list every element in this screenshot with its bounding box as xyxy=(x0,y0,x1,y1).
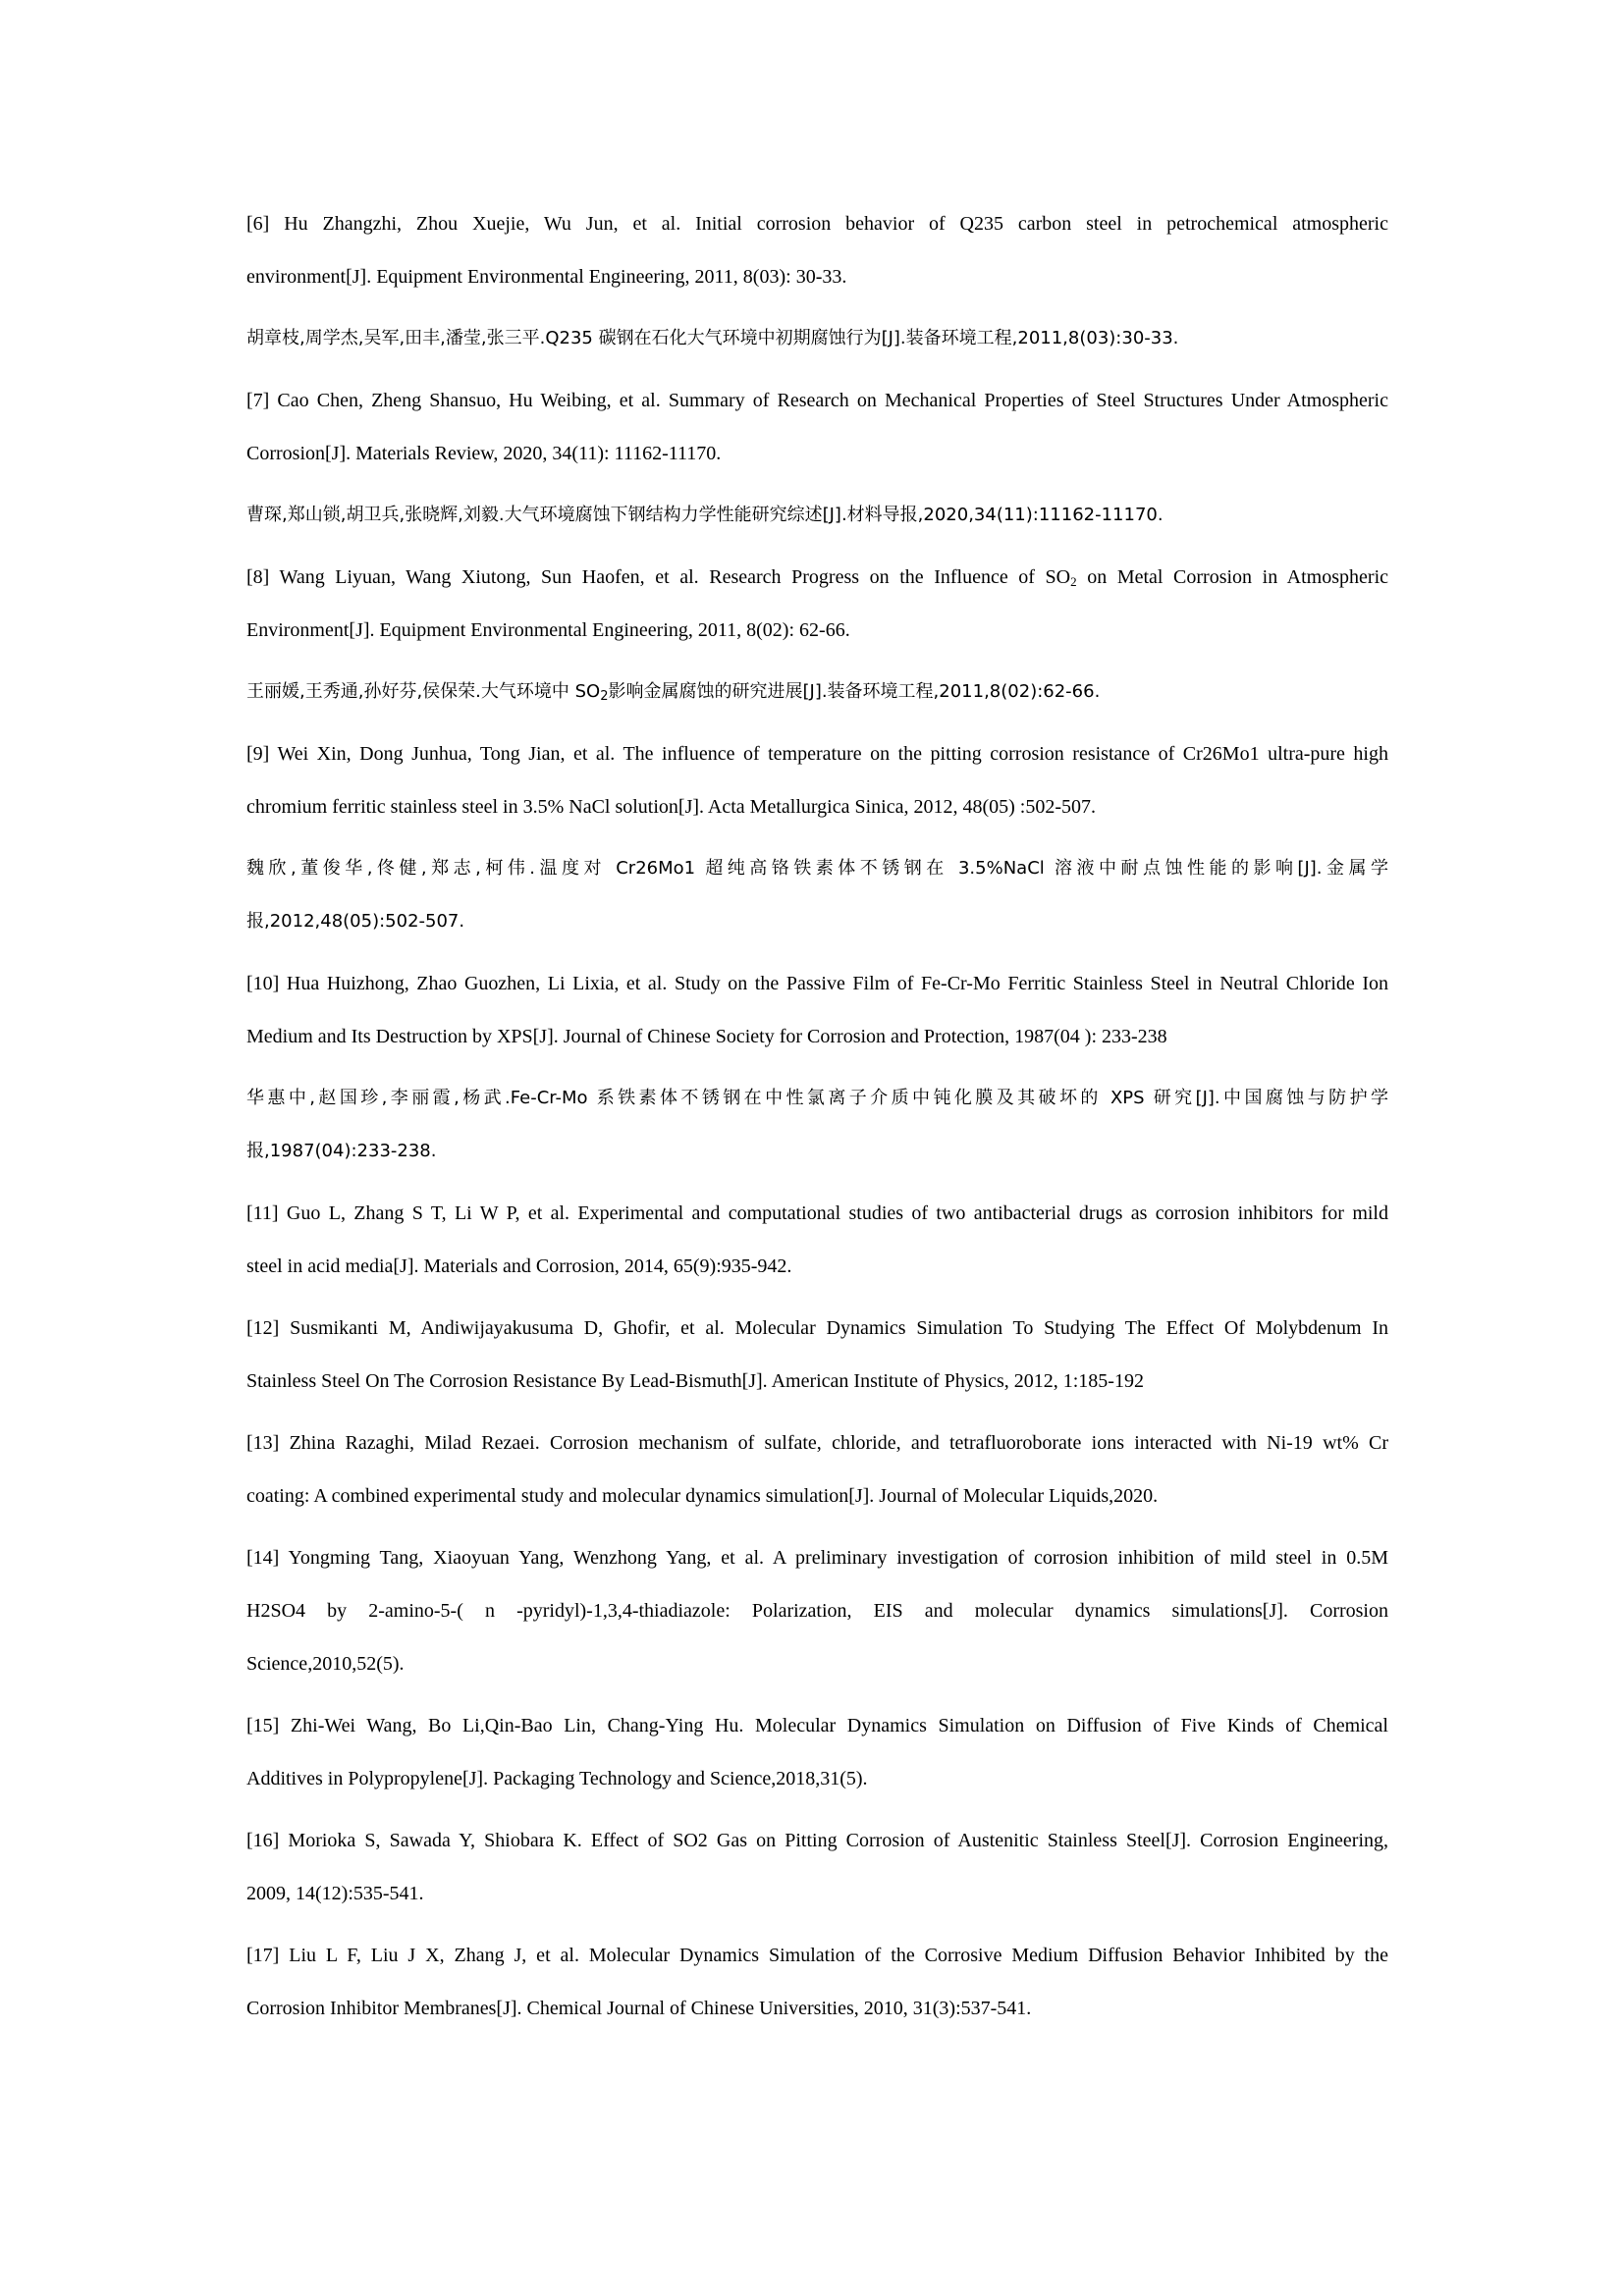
reference-line xyxy=(246,1355,1388,1408)
reference-line xyxy=(246,957,1388,1010)
text-segment: 报,2012,48(05):502-507. xyxy=(246,911,465,932)
text-segment: Environment[J]. Equipment Environmental Engineering, 2011, 8(02): 62-66. xyxy=(246,619,850,641)
reference-line xyxy=(246,1867,1388,1920)
reference-line xyxy=(246,1469,1388,1522)
reference-entry xyxy=(246,1929,1388,2035)
reference-line xyxy=(246,1699,1388,1752)
text-segment: Corrosion[J]. Materials Review, 2020, 34(11): 11162-11170. xyxy=(246,443,722,464)
reference-entry xyxy=(246,727,1388,833)
reference-entry xyxy=(246,1302,1388,1408)
reference-line xyxy=(246,374,1388,427)
reference-line xyxy=(246,197,1388,250)
reference-chinese xyxy=(246,666,1388,719)
reference-line xyxy=(246,1531,1388,1584)
reference-line xyxy=(246,895,1388,948)
reference-chinese xyxy=(246,842,1388,948)
reference-line xyxy=(246,1072,1388,1125)
reference-line xyxy=(246,427,1388,480)
reference-line xyxy=(246,1637,1388,1690)
reference-chinese xyxy=(246,489,1388,542)
reference-entry xyxy=(246,374,1388,480)
text-segment: steel in acid media[J]. Materials and Corrosion, 2014, 65(9):935-942. xyxy=(246,1255,792,1277)
reference-line xyxy=(246,1240,1388,1293)
text-segment: [11] Guo L, Zhang S T, Li W P, et al. Experimental and computational studies of two antibacterial drugs as corrosion inhibitors for mild xyxy=(246,1202,1388,1224)
reference-entry xyxy=(246,1699,1388,1805)
reference-line xyxy=(246,1187,1388,1240)
text-segment: Corrosion Inhibitor Membranes[J]. Chemical Journal of Chinese Universities, 2010, 31(3):537-541. xyxy=(246,1998,1032,2019)
reference-line xyxy=(246,1982,1388,2035)
text-segment: [7] Cao Chen, Zheng Shansuo, Hu Weibing, et al. Summary of Research on Mechanical Properties of Steel Structures Under Atmospheric xyxy=(246,390,1388,411)
reference-entry xyxy=(246,551,1388,657)
reference-entry xyxy=(246,197,1388,303)
text-segment: [9] Wei Xin, Dong Junhua, Tong Jian, et al. The influence of temperature on the pitting corrosion resistance of Cr26Mo1 ultra-pure high xyxy=(246,743,1388,765)
text-segment: 2009, 14(12):535-541. xyxy=(246,1883,424,1904)
text-segment: 魏欣,董俊华,佟健,郑志,柯伟.温度对 Cr26Mo1 超纯高铬铁素体不锈钢在 3.5%NaCl 溶液中耐点蚀性能的影响[J].金属学 xyxy=(246,858,1388,879)
reference-entry xyxy=(246,1814,1388,1920)
text-segment: [8] Wang Liyuan, Wang Xiutong, Sun Haofen, et al. Research Progress on the Influence of SO xyxy=(246,566,1071,588)
reference-line xyxy=(246,842,1388,895)
reference-line xyxy=(246,1125,1388,1178)
text-segment: [12] Susmikanti M, Andiwijayakusuma D, Ghofir, et al. Molecular Dynamics Simulation To Studying The Effect Of Molybdenum In xyxy=(246,1317,1388,1339)
text-segment: environment[J]. Equipment Environmental Engineering, 2011, 8(03): 30-33. xyxy=(246,266,847,288)
reference-list xyxy=(246,197,1388,2044)
text-segment: 胡章枝,周学杰,吴军,田丰,潘莹,张三平.Q235 碳钢在石化大气环境中初期腐蚀行为[J].装备环境工程,2011,8(03):30-33. xyxy=(246,328,1179,348)
text-segment: 华惠中,赵国珍,李丽霞,杨武.Fe-Cr-Mo 系铁素体不锈钢在中性氯离子介质中钝化膜及其破坏的 XPS 研究[J].中国腐蚀与防护学 xyxy=(246,1088,1388,1108)
text-segment: [16] Morioka S, Sawada Y, Shiobara K. Effect of SO2 Gas on Pitting Corrosion of Austenitic Stainless Steel[J]. Corrosion Engineering, xyxy=(246,1830,1388,1851)
text-segment: 影响金属腐蚀的研究进展[J].装备环境工程,2011,8(02):62-66. xyxy=(608,681,1101,702)
reference-entry xyxy=(246,1187,1388,1293)
text-segment: coating: A combined experimental study and molecular dynamics simulation[J]. Journal of Molecular Liquids,2020. xyxy=(246,1485,1159,1507)
text-segment: chromium ferritic stainless steel in 3.5% NaCl solution[J]. Acta Metallurgica Sinica, 2012, 48(05) :502-507. xyxy=(246,796,1097,818)
reference-line xyxy=(246,604,1388,657)
reference-line xyxy=(246,1416,1388,1469)
subscript: 2 xyxy=(600,689,609,704)
text-segment: [10] Hua Huizhong, Zhao Guozhen, Li Lixia, et al. Study on the Passive Film of Fe-Cr-Mo Ferritic Stainless Steel in Neutral Chloride Ion xyxy=(246,973,1388,994)
reference-line xyxy=(246,1929,1388,1982)
text-segment: [14] Yongming Tang, Xiaoyuan Yang, Wenzhong Yang, et al. A preliminary investigation of corrosion inhibition of mild steel in 0.5M xyxy=(246,1547,1388,1569)
reference-line xyxy=(246,312,1388,365)
reference-line xyxy=(246,1814,1388,1867)
reference-entry xyxy=(246,1416,1388,1522)
text-segment: on Metal Corrosion in Atmospheric xyxy=(1076,566,1388,588)
reference-entry xyxy=(246,1531,1388,1690)
text-segment: Additives in Polypropylene[J]. Packaging Technology and Science,2018,31(5). xyxy=(246,1768,868,1789)
text-segment: [15] Zhi‐Wei Wang, Bo Li,Qin‐Bao Lin, Chang‐Ying Hu. Molecular Dynamics Simulation on Diffusion of Five Kinds of Chemical xyxy=(246,1715,1388,1736)
subscript: 2 xyxy=(1070,574,1077,589)
reference-line xyxy=(246,727,1388,780)
reference-line xyxy=(246,1010,1388,1063)
reference-line xyxy=(246,666,1388,719)
text-segment: [17] Liu L F, Liu J X, Zhang J, et al. Molecular Dynamics Simulation of the Corrosive Medium Diffusion Behavior Inhibited by the xyxy=(246,1945,1388,1966)
text-segment: 报,1987(04):233-238. xyxy=(246,1141,437,1161)
reference-chinese xyxy=(246,1072,1388,1178)
reference-entry xyxy=(246,957,1388,1063)
reference-line xyxy=(246,1752,1388,1805)
text-segment: Science,2010,52(5). xyxy=(246,1653,405,1675)
text-segment: Stainless Steel On The Corrosion Resistance By Lead-Bismuth[J]. American Institute of Physics, 2012, 1:185-192 xyxy=(246,1370,1144,1392)
text-segment: [6] Hu Zhangzhi, Zhou Xuejie, Wu Jun, et al. Initial corrosion behavior of Q235 carbon steel in petrochemical atmospheric xyxy=(246,213,1388,235)
reference-line xyxy=(246,1584,1388,1637)
text-segment: 王丽媛,王秀通,孙好芬,侯保荣.大气环境中 SO xyxy=(246,681,601,702)
reference-chinese xyxy=(246,312,1388,365)
reference-line xyxy=(246,250,1388,303)
reference-line xyxy=(246,489,1388,542)
reference-line xyxy=(246,1302,1388,1355)
reference-line xyxy=(246,551,1388,604)
text-segment: H2SO4 by 2-amino-5-( n -pyridyl)-1,3,4-thiadiazole: Polarization, EIS and molecular dynamics simulations[J]. Corrosion xyxy=(246,1600,1388,1622)
text-segment: [13] Zhina Razaghi, Milad Rezaei. Corrosion mechanism of sulfate, chloride, and tetrafluoroborate ions interacted with Ni-19 wt% Cr xyxy=(246,1432,1388,1454)
reference-line xyxy=(246,780,1388,833)
text-segment: Medium and Its Destruction by XPS[J]. Journal of Chinese Society for Corrosion and Protection, 1987(04 ): 233-238 xyxy=(246,1026,1167,1047)
text-segment: 曹琛,郑山锁,胡卫兵,张晓辉,刘毅.大气环境腐蚀下钢结构力学性能研究综述[J].材料导报,2020,34(11):11162-11170. xyxy=(246,505,1164,525)
